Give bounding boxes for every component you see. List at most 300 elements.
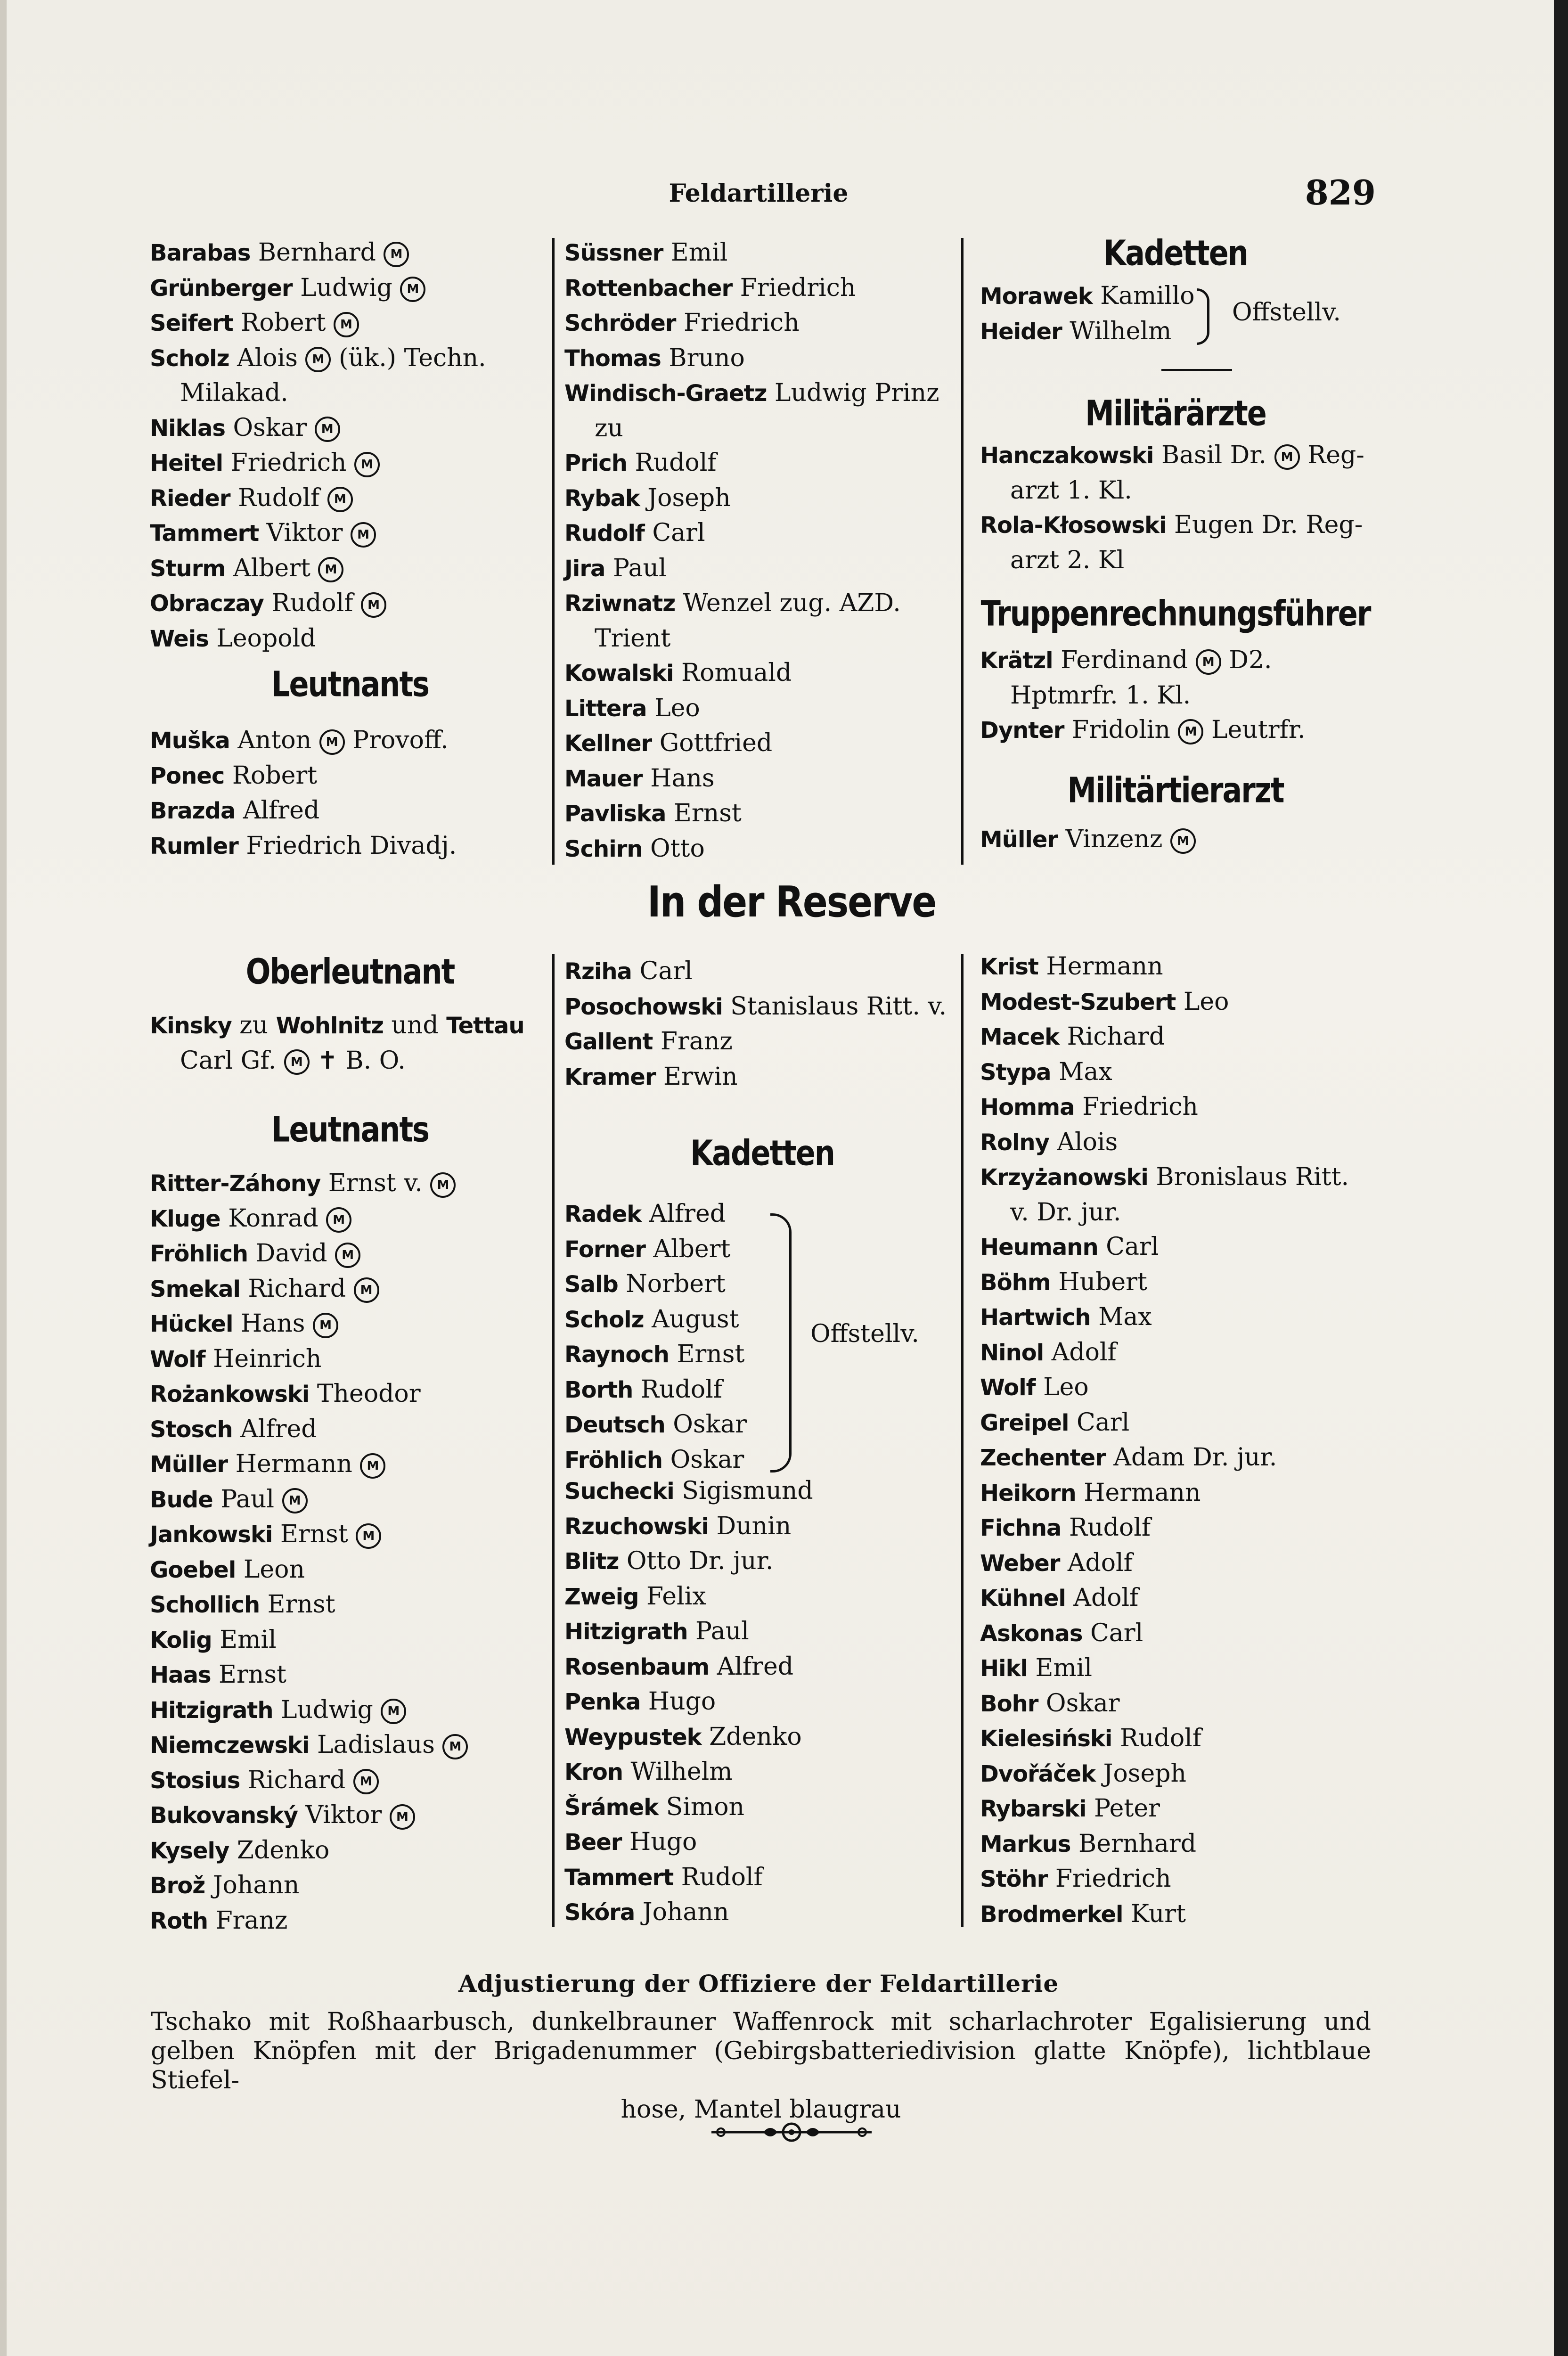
list-entry: [564, 236, 960, 271]
surname: Rzuchowski: [564, 1513, 709, 1540]
medal-icon: M: [442, 1734, 468, 1759]
list-entry: [150, 829, 550, 864]
given-name: Alfred: [235, 796, 320, 825]
given-name: Leon: [236, 1555, 305, 1584]
list-entry: [564, 1302, 800, 1338]
list-entry: [150, 446, 550, 481]
surname: Süssner: [564, 240, 663, 266]
list-entry: [564, 1197, 800, 1232]
medal-icon: M: [381, 1699, 406, 1724]
list-entry: [150, 341, 550, 376]
surname: Rieder: [150, 485, 230, 512]
surname: Barabas: [150, 240, 251, 266]
medal-icon: M: [326, 1207, 351, 1233]
list-entry: [150, 1763, 550, 1799]
list-entry: [980, 1651, 1371, 1686]
list-entry: [150, 759, 550, 794]
surname: Schirn: [564, 835, 643, 862]
list-entry: [980, 822, 1371, 858]
page-number: 829: [1305, 172, 1376, 213]
list-entry: [150, 1517, 550, 1553]
surname: Kellner: [564, 730, 652, 757]
list-entry: [150, 1412, 550, 1448]
list-entry: [150, 1728, 550, 1763]
running-title: Feldartillerie: [669, 179, 849, 208]
given-name: Carl Gf.: [180, 1046, 284, 1075]
surname: Penka: [564, 1689, 641, 1715]
entry-note: Provoff.: [344, 726, 449, 754]
list-entry: [980, 1125, 1371, 1161]
given-name: Milakad.: [180, 379, 288, 407]
surname: Kühnel: [980, 1585, 1066, 1612]
given-name: Hptmrfr. 1. Kl.: [1010, 681, 1191, 710]
surname: Goebel: [150, 1556, 236, 1583]
surname: Krzyżanowski: [980, 1164, 1148, 1191]
list-entry: [564, 271, 960, 306]
surname: Rybak: [564, 485, 640, 512]
given-name: Otto Dr. jur.: [619, 1547, 774, 1575]
given-name: arzt 2. Kl: [1010, 546, 1125, 574]
list-entry: [564, 656, 960, 691]
given-name: Adam Dr. jur.: [1105, 1443, 1277, 1472]
surname: Posochowski: [564, 993, 723, 1020]
list-entry: [980, 279, 1225, 314]
list-entry: [150, 1904, 550, 1939]
surname: Scholz: [150, 345, 229, 372]
surname: Kolig: [150, 1627, 212, 1653]
given-name: Konrad: [220, 1204, 327, 1233]
given-name: Carl: [1069, 1408, 1130, 1437]
given-name: Trient: [595, 624, 671, 653]
given-name: Felix: [638, 1582, 706, 1611]
list-entry: [980, 679, 1371, 713]
given-name: Alfred: [709, 1652, 794, 1681]
surname: Rożankowski: [150, 1381, 310, 1407]
given-name: Leo: [646, 694, 700, 722]
given-name: Ernst v.: [320, 1169, 431, 1197]
given-name: Bernhard: [1070, 1829, 1196, 1858]
list-entry: [980, 474, 1371, 508]
list-entry: [564, 1232, 800, 1268]
list-entry: [150, 1307, 550, 1342]
list-entry: [150, 551, 550, 587]
reserve-heading: In der Reserve: [647, 878, 936, 927]
given-name: Ladislaus: [309, 1731, 443, 1759]
given-name: Rudolf: [230, 483, 320, 512]
list-entry: [150, 1166, 550, 1202]
list-entry: [980, 1090, 1371, 1125]
list-entry: [980, 1897, 1371, 1932]
list-entry: [564, 1614, 960, 1650]
surname: Kinsky: [150, 1013, 232, 1039]
surname: Kramer: [564, 1063, 656, 1090]
list-entry: [150, 1693, 550, 1728]
given-name: Franz: [208, 1906, 288, 1935]
list-entry: [980, 1476, 1371, 1511]
list-entry: [150, 411, 550, 446]
list-entry: [980, 1020, 1371, 1055]
list-entry: [150, 236, 550, 271]
surname: Sturm: [150, 555, 226, 582]
given-name: Hugo: [621, 1828, 697, 1856]
list-entry: [150, 794, 550, 829]
list-entry: [564, 954, 960, 990]
column-2-top: [564, 236, 960, 867]
list-entry: [564, 1544, 960, 1579]
list-entry: [150, 306, 550, 341]
given-name: Hermann: [1076, 1478, 1201, 1507]
surname: Böhm: [980, 1269, 1051, 1296]
surname: Ponec: [150, 762, 225, 789]
surname: Homma: [980, 1094, 1075, 1121]
surname: Dynter: [980, 717, 1064, 744]
oberleutnant-list: [150, 1008, 550, 1078]
footer-paragraph: Tschako mit Roßhaarbusch, dunkelbrauner Waffenrock mit scharlachroter Egalisierung und gelben Knöpfen mit der Brigadenummer (Gebirgsbatteriedivision glatte Knöpfe), lichtblaue Stiefel-: [151, 2008, 1371, 2094]
medal-icon: M: [327, 487, 353, 512]
list-entry: [980, 1827, 1371, 1862]
surname: Jankowski: [150, 1522, 273, 1548]
list-entry: [564, 376, 960, 411]
list-entry: [980, 1300, 1371, 1335]
list-entry: [150, 723, 550, 759]
surname: Forner: [564, 1236, 645, 1263]
surname: Scholz: [564, 1306, 644, 1333]
given-name: Adolf: [1044, 1338, 1117, 1366]
given-name: Emil: [212, 1625, 277, 1654]
surname: Heitel: [150, 450, 223, 476]
surname: Rumler: [150, 833, 238, 859]
medal-icon: M: [282, 1488, 308, 1513]
surname: Niemczewski: [150, 1732, 310, 1759]
truppen-list: [980, 643, 1371, 748]
list-entry: [980, 1581, 1371, 1616]
given-name: Ernst: [260, 1590, 335, 1619]
given-name: Alois: [1049, 1128, 1118, 1156]
list-entry: [564, 796, 960, 832]
section-heading-militaeraerzte: Militärärzte: [1085, 392, 1266, 434]
surname: Macek: [980, 1024, 1060, 1050]
given-name: Ludwig: [292, 273, 392, 302]
given-name: Simon: [658, 1792, 745, 1821]
section-heading-militaertierarzt: Militärtierarzt: [1067, 769, 1284, 811]
medal-icon: M: [334, 312, 359, 337]
given-name: v. Dr. jur.: [1010, 1198, 1121, 1227]
given-name: Wilhelm: [623, 1758, 733, 1786]
list-entry: [564, 1685, 960, 1720]
given-name: Friedrich: [1074, 1093, 1198, 1121]
given-name: David: [248, 1239, 335, 1268]
surname: Zweig: [564, 1583, 639, 1610]
given-name: Johann: [635, 1898, 729, 1926]
surname: Roth: [150, 1907, 208, 1934]
surname: Windisch-Graetz: [564, 380, 767, 407]
column-divider-1-top: [552, 238, 555, 865]
surname: Fröhlich: [150, 1241, 248, 1267]
surname: Haas: [150, 1662, 211, 1688]
surname: Smekal: [150, 1276, 240, 1302]
surname: Fichna: [980, 1515, 1062, 1541]
surname: Hartwich: [980, 1304, 1091, 1331]
list-entry: [564, 481, 960, 516]
list-entry: [980, 508, 1371, 543]
surname: Muška: [150, 728, 230, 754]
surname: Krist: [980, 954, 1038, 980]
medal-icon: M: [430, 1172, 456, 1198]
surname: Rziha: [564, 958, 632, 985]
surname: Kluge: [150, 1205, 220, 1232]
medal-icon: M: [319, 729, 345, 755]
given-name: Carl: [1082, 1619, 1143, 1647]
section-heading-leutnants-reserve: Leutnants: [271, 1108, 429, 1150]
list-entry: [980, 543, 1371, 578]
surname: Mauer: [564, 765, 643, 792]
surname: Weber: [980, 1550, 1060, 1577]
surname: Modest-Szubert: [980, 989, 1176, 1015]
medal-icon: M: [361, 592, 386, 618]
list-entry: [564, 551, 960, 587]
given-name: Heinrich: [205, 1344, 322, 1373]
given-name: Oskar: [1038, 1689, 1120, 1718]
column-3-top: [980, 232, 1371, 274]
surname: Raynoch: [564, 1342, 669, 1368]
list-entry: [564, 622, 960, 656]
list-entry: [980, 1265, 1371, 1301]
given-name: Oskar: [665, 1410, 747, 1439]
given-name: Hans: [233, 1309, 313, 1338]
given-name: Stanislaus Ritt. v.: [722, 992, 947, 1021]
surname: Thomas: [564, 345, 661, 372]
column-1-leutnants-heading-wrap: [150, 663, 550, 705]
list-entry: [150, 1236, 550, 1272]
surname: Šrámek: [564, 1794, 659, 1821]
given-name: Ludwig Prinz: [767, 379, 939, 407]
given-name: Bruno: [661, 344, 745, 372]
surname: Rziwnatz: [564, 590, 676, 617]
given-name: Ernst: [669, 1340, 745, 1368]
entry-note: (ük.) Techn.: [331, 344, 486, 372]
surname: Fröhlich: [564, 1447, 663, 1473]
given-name: Eugen Dr. Reg-: [1166, 511, 1363, 539]
given-name: Hermann: [1038, 952, 1163, 981]
given-name: Friedrich: [1047, 1865, 1171, 1893]
list-entry: [980, 1511, 1371, 1546]
surname: Tammert: [150, 520, 259, 547]
surname: Obraczay: [150, 590, 264, 617]
section-heading-oberleutnant: Oberleutnant: [245, 950, 455, 992]
list-entry: [150, 1833, 550, 1869]
list-entry: [150, 481, 550, 516]
given-name: Robert: [224, 761, 318, 790]
list-entry: [150, 1377, 550, 1412]
surname: Heikorn: [980, 1480, 1076, 1506]
given-name: Ernst: [211, 1661, 286, 1689]
given-name: Ernst: [666, 799, 742, 827]
surname: Bude: [150, 1486, 213, 1513]
given-name: Richard: [240, 1766, 353, 1794]
list-entry: [564, 726, 960, 761]
given-name: Norbert: [618, 1270, 726, 1298]
list-entry: [980, 949, 1371, 985]
list-entry: [980, 1406, 1371, 1441]
list-entry: [564, 1373, 800, 1408]
given-name: arzt 1. Kl.: [1010, 476, 1132, 505]
medal-icon: M: [354, 452, 380, 477]
surname: Hanczakowski: [980, 442, 1154, 469]
given-name: Hugo: [640, 1687, 716, 1716]
surname: Salb: [564, 1271, 618, 1298]
bracket-kadetten-reserve: [770, 1213, 792, 1472]
given-name: Sigismund: [674, 1477, 813, 1505]
given-name: Theodor: [309, 1380, 421, 1408]
section-heading-truppenrechnungsfuehrer: Truppenrechnungsführer: [980, 592, 1371, 634]
list-entry: [564, 1267, 800, 1302]
given-name: Paul: [605, 554, 667, 582]
list-entry: [980, 1335, 1371, 1371]
list-entry: [150, 1272, 550, 1307]
list-entry: [980, 643, 1371, 679]
medal-icon: M: [1274, 444, 1300, 470]
given-name: Paul: [687, 1617, 749, 1645]
list-entry: [564, 1060, 960, 1095]
given-name: Richard: [240, 1274, 354, 1303]
given-name: Peter: [1086, 1794, 1160, 1823]
given-name: Bronislaus Ritt.: [1148, 1163, 1349, 1191]
surname: Morawek: [980, 283, 1093, 310]
list-entry: [564, 306, 960, 341]
given-name: Ferdinand: [1053, 646, 1196, 674]
list-entry: [564, 832, 960, 867]
given-name: August: [644, 1305, 739, 1333]
surname: Bohr: [980, 1690, 1038, 1717]
list-entry: [564, 1755, 960, 1790]
surname: Weis: [150, 625, 209, 652]
surname: Schollich: [150, 1592, 260, 1618]
surname: Tettau: [446, 1013, 524, 1039]
kadetten-top-note: Offstellv.: [1232, 298, 1341, 327]
medal-icon: M: [356, 1523, 381, 1549]
footer-text: [151, 2007, 1371, 2124]
surname: Littera: [564, 695, 647, 722]
given-name: Joseph: [1095, 1759, 1187, 1788]
surname: Hitzigrath: [150, 1697, 273, 1724]
given-name: Rudolf: [263, 589, 353, 617]
militaeraerzte-list: [980, 438, 1371, 578]
list-entry: [564, 411, 960, 446]
list-entry: [980, 713, 1371, 748]
medal-icon: M: [313, 1313, 338, 1338]
surname: Brož: [150, 1873, 205, 1899]
medal-icon: M: [315, 417, 340, 442]
list-entry: [564, 1860, 960, 1896]
list-entry: [150, 622, 550, 657]
list-entry: [980, 1370, 1371, 1406]
list-entry: [564, 1509, 960, 1545]
given-name: zu: [231, 1011, 276, 1039]
given-name: Carl: [631, 957, 693, 985]
column-divider-1-bottom: [552, 954, 555, 1927]
surname: Kysely: [150, 1837, 229, 1864]
page-left-edge: [0, 0, 7, 2356]
surname: Stosius: [150, 1767, 240, 1794]
given-name: Franz: [653, 1027, 733, 1055]
surname: Brazda: [150, 798, 236, 824]
surname: Rudolf: [564, 520, 645, 547]
list-entry: [564, 1579, 960, 1615]
given-name: Viktor: [259, 519, 343, 547]
surname: Heumann: [980, 1234, 1098, 1260]
given-name: Carl: [644, 519, 705, 547]
medal-icon: M: [284, 1049, 310, 1075]
given-name: Bernhard: [250, 238, 376, 267]
list-entry: [150, 1008, 550, 1044]
kadetten-reserve-heading-wrap: [564, 1132, 960, 1174]
surname: Weypustek: [564, 1724, 702, 1751]
surname: Zechenter: [980, 1445, 1106, 1471]
medal-icon: M: [390, 1804, 415, 1830]
surname: Bukovanský: [150, 1802, 298, 1829]
surname: Rolny: [980, 1129, 1049, 1156]
page-header: [141, 174, 1376, 212]
list-entry: [150, 586, 550, 622]
entry-note: D2.: [1221, 646, 1272, 674]
oberleutnant-heading-wrap: [150, 950, 550, 992]
given-name: Paul: [212, 1485, 282, 1513]
given-name: Leo: [1176, 987, 1229, 1016]
tierarzt-heading-wrap: [980, 769, 1371, 811]
list-entry: [150, 516, 550, 551]
list-entry: [564, 1337, 800, 1373]
list-entry: [564, 1650, 960, 1685]
given-name: Viktor: [298, 1801, 390, 1829]
given-name: Leopold: [208, 624, 316, 653]
surname: Beer: [564, 1829, 622, 1856]
page-right-edge: [1554, 0, 1568, 2356]
given-name: Friedrich Divadj.: [238, 831, 457, 860]
list-entry: [564, 341, 960, 376]
surname: Blitz: [564, 1548, 619, 1575]
medal-icon: M: [1170, 828, 1196, 854]
list-entry: [980, 1230, 1371, 1265]
list-entry: [564, 761, 960, 797]
given-name: Zdenko: [701, 1722, 802, 1751]
section-heading-leutnants: Leutnants: [271, 663, 429, 705]
list-entry: [564, 586, 960, 622]
given-name: Alois: [229, 344, 306, 372]
separator-line: [1161, 369, 1232, 371]
list-entry: [980, 1055, 1371, 1090]
given-name: Rudolf: [1112, 1724, 1202, 1752]
given-name: Kurt: [1123, 1899, 1186, 1928]
list-entry: [564, 1024, 960, 1060]
given-name: Romuald: [673, 659, 792, 687]
given-name: Friedrich: [676, 309, 800, 337]
medal-icon: M: [354, 1277, 379, 1303]
truppen-heading-wrap: [980, 592, 1371, 634]
medal-icon: M: [1196, 649, 1221, 675]
surname: Hikl: [980, 1655, 1028, 1682]
bracket-kadetten-top: [1197, 288, 1209, 345]
given-name: Basil Dr.: [1153, 441, 1274, 469]
surname: Rosenbaum: [564, 1653, 710, 1680]
surname: Brodmerkel: [980, 1901, 1123, 1928]
list-entry: [150, 1798, 550, 1833]
given-name: Alfred: [232, 1415, 317, 1443]
list-entry: [564, 1407, 800, 1443]
given-name: Rudolf: [1061, 1513, 1151, 1542]
reserve-col2-top: [564, 954, 960, 1095]
surname: Rottenbacher: [564, 275, 733, 302]
surname: Niklas: [150, 415, 225, 442]
